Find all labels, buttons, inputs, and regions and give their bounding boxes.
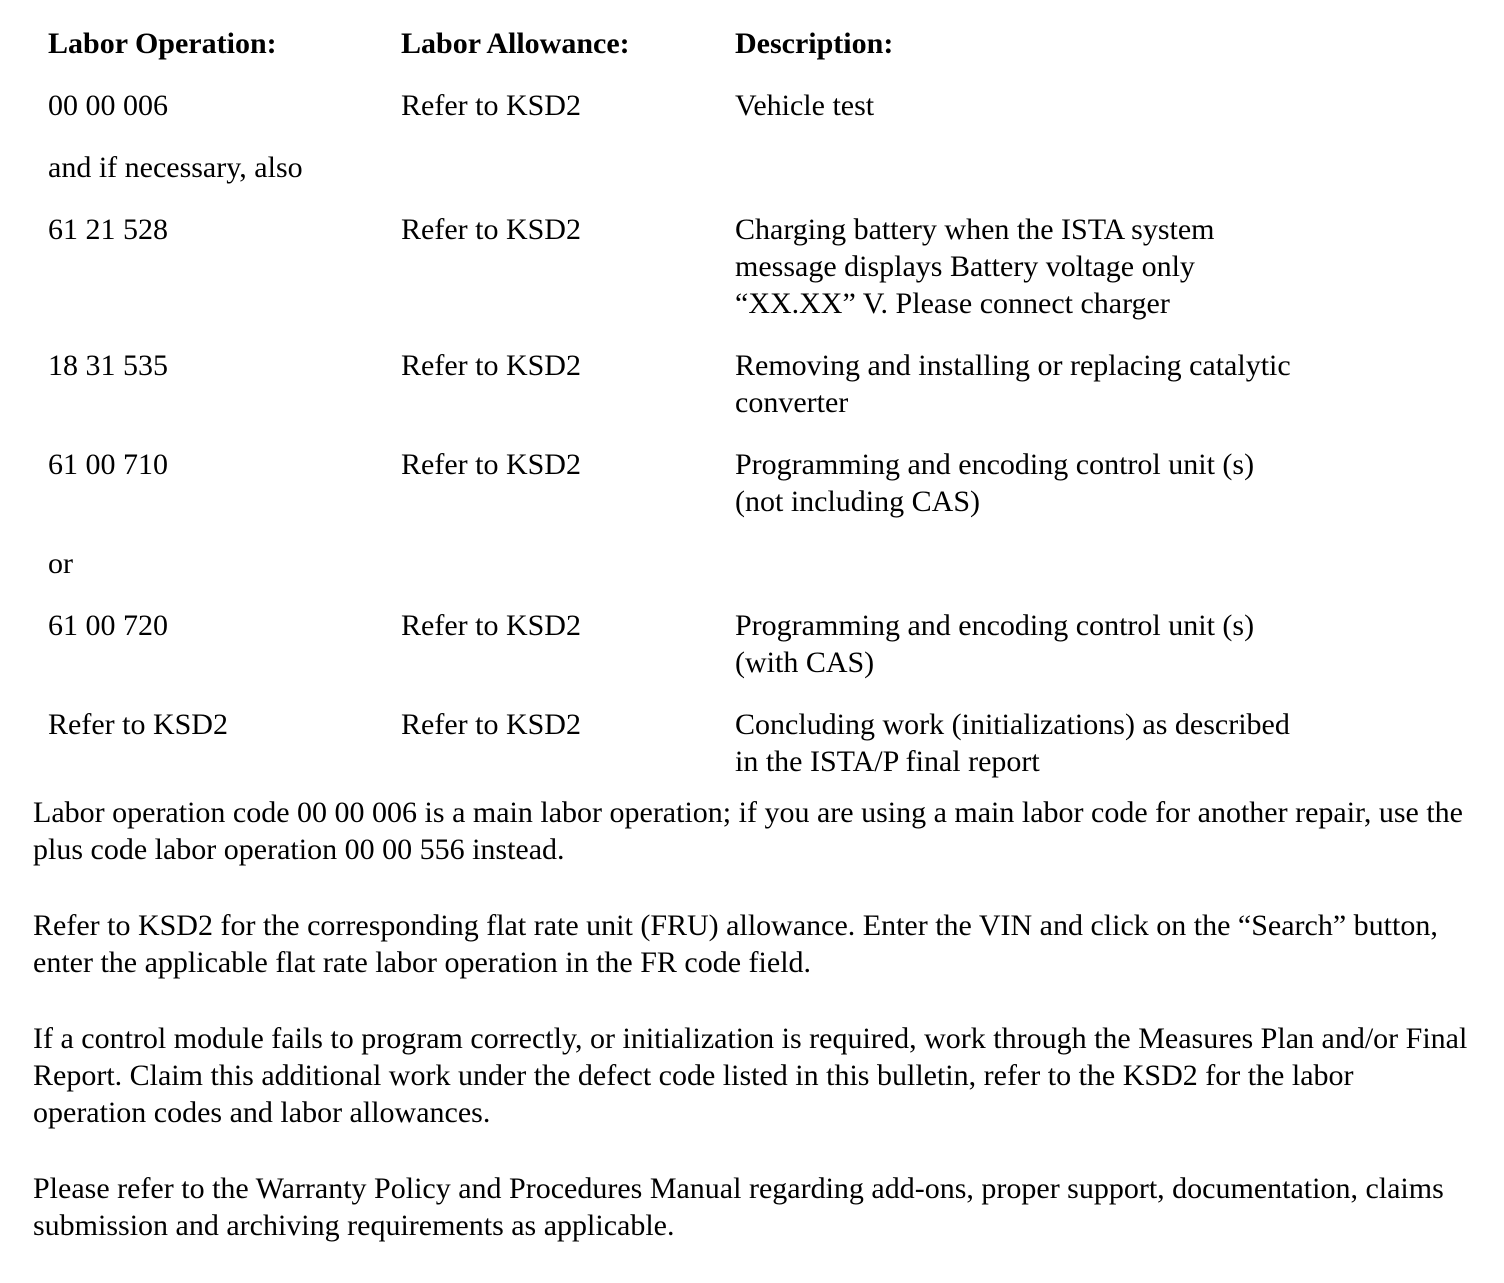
- labor-allowance-cell: Refer to KSD2: [401, 609, 581, 642]
- table-row: [48, 607, 1348, 681]
- labor-operation-cell: 00 00 006: [48, 89, 168, 122]
- labor-allowance-cell: Refer to KSD2: [401, 89, 581, 122]
- header-description: Description:: [735, 27, 894, 60]
- description-cell: Removing and installing or replacing catalytic converter: [735, 349, 1291, 419]
- table-row: [48, 347, 1348, 421]
- labor-allowance-cell: Refer to KSD2: [401, 213, 581, 246]
- paragraph-control-module: If a control module fails to program correctly, or initialization is required, work through the Measures Plan and/or Final Report. Claim this additional work under the defect code listed in this bulletin, refer to the KSD2 for the labor operation codes and labor allowances.: [33, 1022, 1468, 1129]
- labor-allowance-cell: Refer to KSD2: [401, 349, 581, 382]
- labor-allowance-cell: Refer to KSD2: [401, 448, 581, 481]
- labor-table: [48, 25, 1348, 780]
- labor-operation-cell: 61 00 710: [48, 448, 168, 481]
- description-cell: Programming and encoding control unit (s) (not including CAS): [735, 448, 1255, 518]
- table-note: and if necessary, also: [48, 151, 303, 184]
- table-row: [48, 211, 1348, 322]
- paragraph-ksd2-allowance: Refer to KSD2 for the corresponding flat rate unit (FRU) allowance. Enter the VIN and click on the “Search” button, enter the applicable flat rate labor operation in the FR code field.: [33, 909, 1438, 979]
- header-labor-allowance: Labor Allowance:: [401, 27, 630, 60]
- header-labor-operation: Labor Operation:: [48, 27, 277, 60]
- paragraph-warranty-policy: Please refer to the Warranty Policy and Procedures Manual regarding add-ons, proper support, documentation, claims submission and archiving requirements as applicable.: [33, 1172, 1444, 1242]
- notes-section: [33, 794, 1473, 1283]
- labor-operation-cell: 61 00 720: [48, 609, 168, 642]
- paragraph-main-labor-operation: Labor operation code 00 00 006 is a main labor operation; if you are using a main labor code for another repair, use the plus code labor operation 00 00 556 instead.: [33, 796, 1463, 866]
- labor-allowance-cell: Refer to KSD2: [401, 708, 581, 741]
- description-cell: Programming and encoding control unit (s) (with CAS): [735, 609, 1255, 679]
- table-note-row: [48, 149, 1348, 186]
- table-row: [48, 87, 1348, 124]
- description-cell: Vehicle test: [735, 89, 875, 122]
- table-note-row: [48, 545, 1348, 582]
- table-header: [48, 25, 1348, 62]
- labor-operation-cell: 18 31 535: [48, 349, 168, 382]
- description-cell: Concluding work (initializations) as described in the ISTA/P final report: [735, 708, 1290, 778]
- table-row: [48, 706, 1348, 780]
- table-row: [48, 446, 1348, 520]
- labor-operation-cell: Refer to KSD2: [48, 708, 228, 741]
- table-note: or: [48, 547, 73, 580]
- labor-operation-cell: 61 21 528: [48, 213, 168, 246]
- description-cell: Charging battery when the ISTA system message displays Battery voltage only “XX.XX” V. Please connect charger: [735, 213, 1215, 320]
